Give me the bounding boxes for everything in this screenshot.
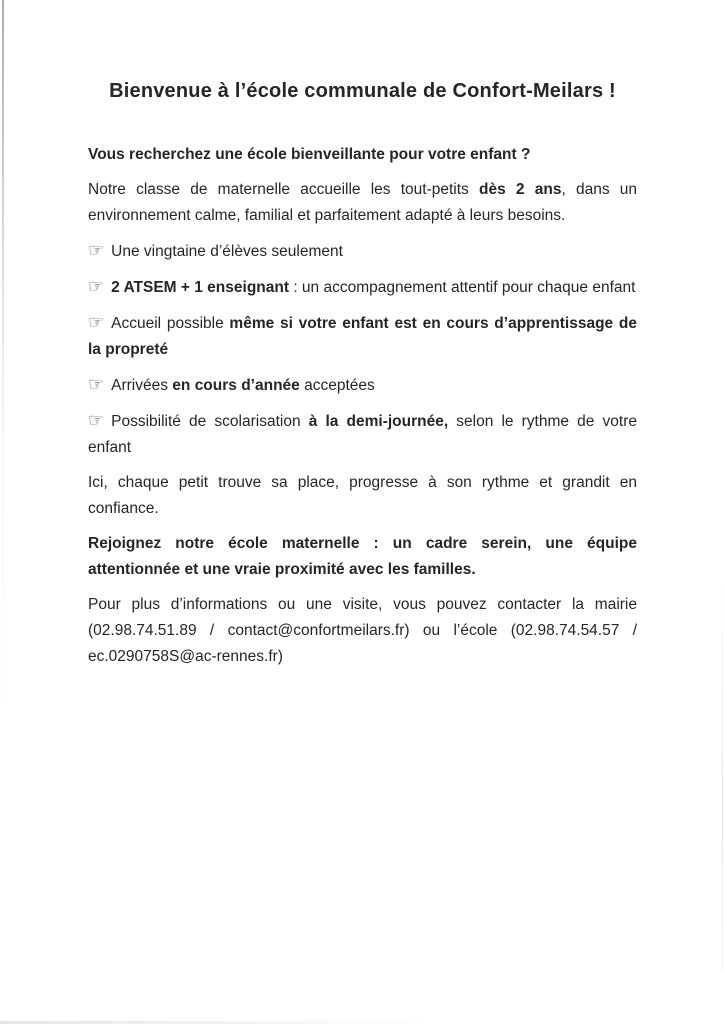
text-segment: Notre classe de maternelle accueille les tout-petits xyxy=(88,181,480,198)
pointing-hand-icon: ☞ xyxy=(88,240,105,261)
scan-artifact-left-edge xyxy=(2,0,4,717)
text-segment: selon le rythme de votre enfant xyxy=(88,413,637,456)
paragraph xyxy=(88,470,637,522)
text-segment: 2 ATSEM + 1 enseignant xyxy=(111,279,290,296)
text-segment: , dans un environnement calme, familial et parfaitement adapté à leurs besoins. xyxy=(88,181,638,224)
text-segment: en cours d’année xyxy=(172,377,300,394)
text-segment: Possibilité de scolarisation xyxy=(111,413,309,430)
pointing-hand-icon: ☞ xyxy=(88,410,105,431)
text-segment: dès 2 ans xyxy=(479,181,562,198)
document-content xyxy=(88,78,637,679)
text-segment: Pour plus d’informations ou une visite, vous pouvez contacter la mairie (02.98.74.51.89 / contact@confortmeilars.fr) ou l’école (02.98.74.54.57 / ec.0290758S@ac-rennes.fr) xyxy=(88,596,637,665)
pointing-hand-icon: ☞ xyxy=(88,312,105,333)
text-segment: Accueil possible xyxy=(111,315,230,332)
text-segment: Ici, chaque petit trouve sa place, progresse à son rythme et grandit en confiance. xyxy=(88,474,637,517)
text-segment: Vous recherchez une école bienveillante pour votre enfant ? xyxy=(88,146,531,163)
text-segment: Une vingtaine d’élèves seulement xyxy=(111,243,343,260)
paragraph xyxy=(88,531,637,583)
text-segment: acceptées xyxy=(299,377,375,394)
paragraph xyxy=(88,177,637,229)
text-segment: à la demi-journée, xyxy=(308,413,449,430)
text-segment: : un accompagnement attentif pour chaque enfant xyxy=(289,279,636,296)
pointing-hand-icon: ☞ xyxy=(88,276,105,297)
bullet-item xyxy=(88,310,637,363)
bullet-item xyxy=(88,274,637,301)
bullet-item xyxy=(88,372,637,399)
scan-artifact-right-edge xyxy=(722,563,723,973)
bullet-item xyxy=(88,238,637,265)
pointing-hand-icon: ☞ xyxy=(88,374,105,395)
section-heading xyxy=(88,142,637,168)
bullet-item xyxy=(88,408,637,461)
paragraph xyxy=(88,592,637,670)
page-title: Bienvenue à l’école communale de Confort-Meilars ! xyxy=(109,80,616,102)
text-segment: Rejoignez notre école maternelle : un cadre serein, une équipe attentionnée et une vraie proximité avec les familles. xyxy=(88,535,637,578)
document-body xyxy=(88,142,637,670)
text-segment: Arrivées xyxy=(111,377,173,394)
text-segment: même si votre enfant est en cours d’apprentissage de la propreté xyxy=(88,315,637,358)
